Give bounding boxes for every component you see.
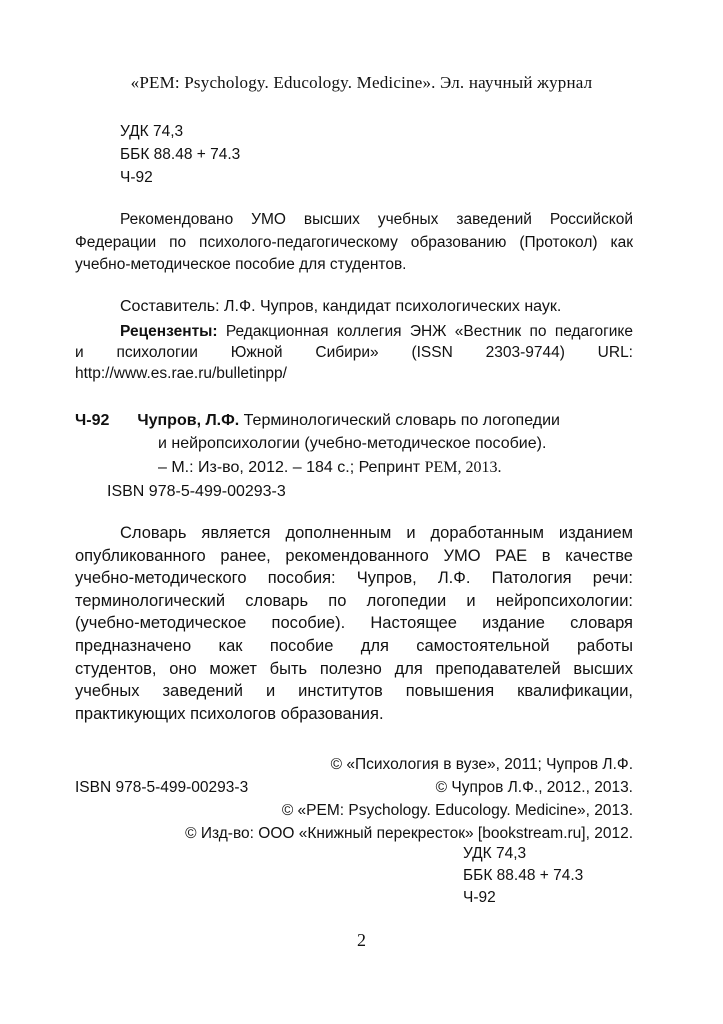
reprint-text: PEM, 2013.	[424, 459, 502, 476]
copyright-line: © «PEM: Psychology. Educology. Medicine», 2013.	[281, 802, 633, 819]
description-line: практикующих психологов образования.	[75, 704, 384, 723]
recommendation-line: Федерации по психолого-педагогическому образованию (Протокол) как	[75, 233, 633, 251]
book-title: Терминологический словарь по логопедии	[239, 412, 560, 429]
author-mark: Ч-92	[120, 169, 153, 186]
book-title-continued: и нейропсихологии (учебно-методическое пособие).	[158, 435, 547, 452]
copyright-line: © Изд-во: ООО «Книжный перекресток» [bookstream.ru], 2012.	[185, 825, 633, 842]
author-name: Чупров, Л.Ф.	[137, 412, 240, 429]
reviewers-paragraph	[75, 321, 633, 384]
bibliographic-entry-first-line	[75, 411, 560, 431]
bbk-code-bottom: ББК 88.48 + 74.3	[463, 867, 584, 884]
description-line: студентов, оно может быть полезно для преподавателей высших	[75, 659, 633, 678]
reviewers-url: http://www.es.rae.ru/bulletinpp/	[75, 365, 287, 382]
compiler-line: Составитель: Л.Ф. Чупров, кандидат психологических наук.	[120, 298, 562, 315]
recommendation-line: Рекомендовано УМО высших учебных заведений Российской	[120, 211, 633, 228]
author-mark-bottom: Ч-92	[463, 889, 496, 906]
udk-code: УДК 74,3	[120, 123, 184, 140]
journal-header: «PEM: Psychology. Educology. Medicine». Эл. научный журнал	[130, 73, 593, 92]
description-line: предназначено как пособие для самостоятельной работы	[75, 636, 633, 655]
copyright-line: © Чупров Л.Ф., 2012., 2013.	[435, 779, 633, 796]
reviewers-line	[75, 321, 633, 342]
description-line: (учебно-методическое пособие). Настоящее издание словаря	[75, 614, 633, 633]
page-number: 2	[357, 930, 366, 950]
reviewers-line: и психологии Южной Сибири» (ISSN 2303-9744) URL:	[75, 344, 633, 361]
bbk-code: ББК 88.48 + 74.3	[120, 146, 241, 163]
description-line: терминологический словарь по логопедии и нейропсихологии:	[75, 591, 633, 610]
isbn-line: ISBN 978-5-499-00293-3	[107, 483, 286, 500]
description-line: Словарь является дополненным и доработанным изданием	[120, 524, 633, 542]
recommendation-paragraph	[75, 209, 633, 277]
copyright-isbn: ISBN 978-5-499-00293-3	[75, 779, 249, 796]
reviewers-label: Рецензенты:	[120, 323, 218, 340]
description-line: опубликованного ранее, рекомендованного УМО РАЕ в качестве	[75, 546, 633, 565]
copyright-line: © «Психология в вузе», 2011; Чупров Л.Ф.	[330, 756, 633, 773]
recommendation-line: учебно-методическое пособие для студентов.	[75, 256, 407, 274]
publication-info	[158, 458, 501, 478]
description-paragraph	[75, 522, 633, 725]
udk-code-bottom: УДК 74,3	[463, 845, 527, 862]
description-line: учебно-методического пособия: Чупров, Л.Ф. Патология речи:	[75, 569, 633, 588]
reviewers-text: Редакционная коллегия ЭНЖ «Вестник по педагогике	[217, 323, 633, 340]
publisher-text: – М.: Из-во, 2012. – 184 с.; Репринт	[158, 459, 425, 476]
author-mark-code: Ч-92	[75, 412, 110, 429]
description-line: учебных заведений и институтов повышения квалификации,	[75, 682, 633, 701]
